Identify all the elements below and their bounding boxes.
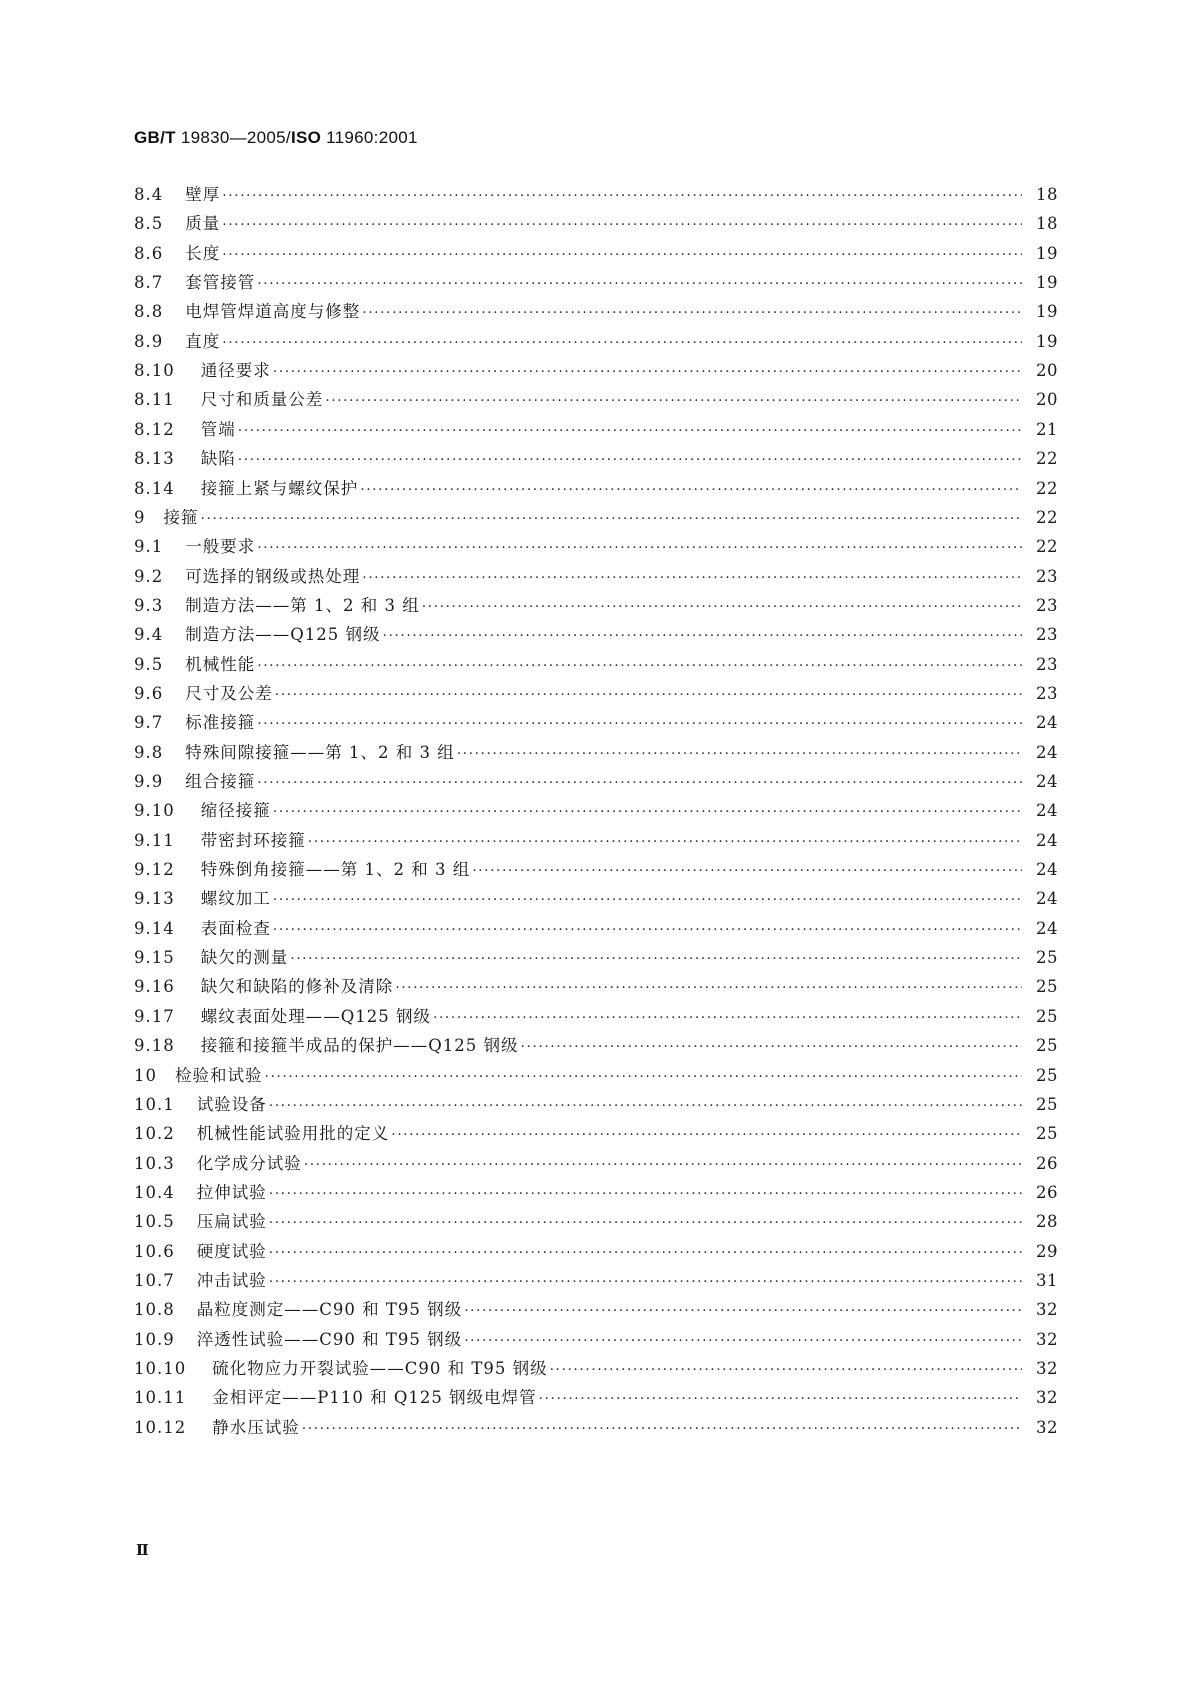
toc-dot-leader	[273, 798, 1022, 826]
toc-dot-leader	[269, 1268, 1022, 1296]
toc-dot-leader	[273, 886, 1022, 914]
toc-entry-page: 25	[1036, 1094, 1058, 1114]
toc-entry-title: 长度	[185, 243, 221, 263]
toc-entry-number: 10.3	[134, 1153, 175, 1173]
toc-entry-title: 硬度试验	[196, 1241, 267, 1261]
toc-entry-page: 31	[1036, 1270, 1058, 1290]
toc-entry-page: 18	[1036, 214, 1058, 234]
toc-entry[interactable]	[134, 621, 1058, 649]
toc-entry[interactable]	[134, 1003, 1058, 1031]
toc-entry[interactable]	[134, 504, 1058, 532]
toc-entry-number: 8.8	[134, 302, 164, 322]
toc-entry[interactable]	[134, 298, 1058, 326]
toc-dot-leader	[391, 1121, 1022, 1149]
toc-entry[interactable]	[134, 592, 1058, 620]
toc-entry[interactable]	[134, 445, 1058, 473]
toc-entry[interactable]	[134, 269, 1058, 297]
toc-entry-page: 24	[1036, 772, 1058, 791]
toc-dot-leader	[238, 446, 1022, 474]
toc-entry-page: 23	[1036, 683, 1058, 703]
toc-entry-title: 套管接管	[185, 273, 256, 293]
toc-entry-number: 9.9	[134, 772, 164, 791]
toc-dot-leader	[257, 769, 1022, 797]
toc-entry-page: 29	[1036, 1241, 1058, 1261]
toc-entry-page: 26	[1036, 1182, 1058, 1202]
toc-dot-leader	[265, 1063, 1023, 1091]
toc-dot-leader	[269, 1092, 1022, 1120]
toc-entry-title: 螺纹表面处理——Q125 钢级	[200, 1006, 432, 1026]
toc-dot-leader	[383, 622, 1022, 650]
toc-entry-number: 8.9	[134, 331, 164, 351]
toc-entry[interactable]	[134, 1062, 1058, 1090]
toc-entry[interactable]	[134, 1296, 1058, 1324]
toc-entry[interactable]	[134, 1326, 1058, 1354]
toc-entry-page: 25	[1036, 977, 1058, 997]
toc-entry-title: 管端	[200, 419, 236, 439]
toc-entry-number: 9.7	[134, 713, 164, 733]
toc-entry-page: 32	[1036, 1359, 1058, 1378]
toc-entry[interactable]	[134, 328, 1058, 356]
toc-entry-title: 特殊倒角接箍——第 1、2 和 3 组	[200, 860, 471, 880]
toc-dot-leader	[422, 593, 1022, 621]
toc-entry-number: 8.4	[134, 185, 164, 204]
toc-entry-title: 淬透性试验——C90 和 T95 钢级	[196, 1329, 463, 1349]
toc-entry-page: 24	[1036, 801, 1058, 821]
toc-entry[interactable]	[134, 533, 1058, 561]
toc-entry-number: 10.7	[134, 1270, 175, 1290]
toc-entry[interactable]	[134, 240, 1058, 268]
toc-entry-title: 冲击试验	[196, 1270, 267, 1290]
toc-entry-title: 一般要求	[185, 537, 256, 557]
toc-entry-page: 18	[1036, 185, 1058, 204]
toc-entry[interactable]	[134, 357, 1058, 385]
toc-entry-title: 缺欠的测量	[200, 948, 289, 968]
standard-number: 19830—2005/	[175, 128, 291, 147]
toc-entry-number: 10.11	[134, 1388, 187, 1408]
toc-entry-page: 19	[1036, 302, 1058, 322]
toc-entry-number: 10.1	[134, 1094, 175, 1114]
toc-dot-leader	[433, 1004, 1022, 1032]
toc-entry-title: 制造方法——第 1、2 和 3 组	[185, 595, 420, 615]
toc-entry-page: 19	[1036, 243, 1058, 263]
toc-dot-leader	[472, 857, 1022, 885]
toc-dot-leader	[302, 1415, 1022, 1443]
toc-entry-title: 压扁试验	[196, 1212, 267, 1232]
toc-entry-title: 金相评定——P110 和 Q125 钢级电焊管	[212, 1388, 537, 1408]
toc-entry-title: 拉伸试验	[196, 1182, 267, 1202]
toc-entry-title: 晶粒度测定——C90 和 T95 钢级	[196, 1300, 463, 1320]
toc-entry-number: 9.2	[134, 566, 164, 586]
toc-entry-number: 9.8	[134, 742, 164, 762]
toc-entry-number: 10.12	[134, 1417, 187, 1437]
toc-dot-leader	[464, 1327, 1022, 1355]
toc-entry-title: 带密封环接箍	[200, 830, 306, 850]
toc-entry-title: 壁厚	[185, 185, 221, 204]
toc-dot-leader	[222, 182, 1022, 210]
toc-entry[interactable]	[134, 915, 1058, 943]
toc-entry-number: 9.6	[134, 683, 164, 703]
toc-entry-title: 缩径接箍	[200, 801, 271, 821]
toc-entry-title: 机械性能试验用批的定义	[196, 1124, 390, 1144]
toc-entry-number: 8.14	[134, 478, 175, 498]
toc-entry-page: 24	[1036, 830, 1058, 850]
toc-dot-leader	[457, 740, 1022, 768]
toc-entry-number: 10.9	[134, 1329, 175, 1349]
toc-entry-title: 尺寸和质量公差	[200, 390, 324, 410]
toc-entry[interactable]	[134, 680, 1058, 708]
toc-entry-number: 9.13	[134, 889, 175, 909]
toc-entry[interactable]	[134, 885, 1058, 913]
toc-entry-number: 9.17	[134, 1006, 175, 1026]
toc-dot-leader	[275, 681, 1022, 709]
toc-entry-title: 制造方法——Q125 钢级	[185, 625, 381, 645]
toc-dot-leader	[269, 1180, 1022, 1208]
standard-prefix: GB/T	[134, 128, 176, 147]
toc-dot-leader	[360, 476, 1022, 504]
toc-entry[interactable]	[134, 1032, 1058, 1060]
toc-dot-leader	[395, 974, 1022, 1002]
standard-header	[134, 128, 418, 148]
toc-entry[interactable]	[134, 1150, 1058, 1178]
toc-entry-page: 20	[1036, 390, 1058, 410]
toc-entry[interactable]	[134, 827, 1058, 855]
toc-entry-page: 22	[1036, 507, 1058, 527]
toc-entry-number: 10	[134, 1065, 157, 1085]
toc-entry-number: 10.6	[134, 1241, 175, 1261]
toc-entry[interactable]	[134, 181, 1058, 209]
toc-entry-page: 25	[1036, 948, 1058, 968]
toc-entry-number: 9.1	[134, 537, 164, 557]
toc-entry-page: 32	[1036, 1329, 1058, 1349]
toc-entry-title: 缺欠和缺陷的修补及清除	[200, 977, 394, 997]
toc-entry-page: 24	[1036, 918, 1058, 938]
toc-dot-leader	[273, 916, 1022, 944]
toc-entry-number: 10.4	[134, 1182, 175, 1202]
toc-entry-title: 机械性能	[185, 654, 256, 674]
toc-dot-leader	[304, 1151, 1022, 1179]
toc-entry[interactable]	[134, 210, 1058, 238]
toc-entry-title: 化学成分试验	[196, 1153, 302, 1173]
toc-entry-title: 尺寸及公差	[185, 683, 273, 703]
toc-dot-leader	[257, 652, 1022, 680]
toc-entry-number: 9.3	[134, 595, 164, 615]
toc-entry-title: 缺陷	[200, 449, 236, 469]
toc-entry-title: 通径要求	[200, 361, 271, 381]
toc-entry-page: 23	[1036, 654, 1058, 674]
toc-entry-title: 直度	[185, 331, 221, 351]
toc-entry[interactable]	[134, 739, 1058, 767]
toc-entry-page: 20	[1036, 361, 1058, 381]
toc-entry[interactable]	[134, 1267, 1058, 1295]
toc-entry-title: 特殊间隙接箍——第 1、2 和 3 组	[185, 742, 455, 762]
toc-dot-leader	[362, 299, 1022, 327]
toc-entry-page: 22	[1036, 478, 1058, 498]
toc-entry-page: 19	[1036, 273, 1058, 293]
toc-entry-page: 26	[1036, 1153, 1058, 1173]
toc-entry-title: 质量	[185, 214, 221, 234]
toc-dot-leader	[238, 417, 1022, 445]
toc-entry-page: 25	[1036, 1006, 1058, 1026]
toc-entry[interactable]	[134, 1120, 1058, 1148]
toc-dot-leader	[222, 211, 1022, 239]
toc-entry-number: 8.11	[134, 390, 175, 410]
toc-entry-number: 9.4	[134, 625, 164, 645]
toc-entry-page: 32	[1036, 1300, 1058, 1320]
toc-entry-number: 10.10	[134, 1359, 187, 1378]
toc-entry-number: 9	[134, 507, 146, 527]
toc-dot-leader	[273, 358, 1022, 386]
toc-entry[interactable]	[134, 856, 1058, 884]
toc-entry-title: 螺纹加工	[200, 889, 271, 909]
toc-entry-number: 9.16	[134, 977, 175, 997]
toc-entry[interactable]	[134, 1355, 1058, 1383]
toc-entry-title: 检验和试验	[175, 1065, 263, 1085]
iso-prefix: ISO	[290, 128, 322, 147]
toc-entry-page: 23	[1036, 625, 1058, 645]
toc-entry[interactable]	[134, 709, 1058, 737]
toc-entry-title: 接箍上紧与螺纹保护	[200, 478, 359, 498]
toc-dot-leader	[222, 329, 1022, 357]
toc-entry[interactable]	[134, 1179, 1058, 1207]
toc-entry-page: 21	[1036, 419, 1058, 439]
toc-entry[interactable]	[134, 768, 1058, 796]
toc-entry-page: 25	[1036, 1124, 1058, 1144]
toc-dot-leader	[269, 1209, 1022, 1237]
toc-entry-page: 28	[1036, 1212, 1058, 1232]
toc-entry-title: 接箍	[163, 507, 199, 527]
toc-entry-number: 9.10	[134, 801, 175, 821]
toc-dot-leader	[325, 387, 1022, 415]
toc-entry-title: 静水压试验	[212, 1417, 300, 1437]
toc-entry[interactable]	[134, 386, 1058, 414]
toc-entry-page: 24	[1036, 889, 1058, 909]
iso-number: 11960:2001	[321, 128, 418, 147]
toc-entry-number: 10.2	[134, 1124, 175, 1144]
toc-dot-leader	[290, 945, 1022, 973]
toc-entry-page: 23	[1036, 595, 1058, 615]
toc-entry[interactable]	[134, 1238, 1058, 1266]
toc-dot-leader	[201, 505, 1023, 533]
page-number: Ⅱ	[136, 1541, 149, 1559]
toc-entry[interactable]	[134, 563, 1058, 591]
toc-entry-page: 22	[1036, 449, 1058, 469]
toc-entry-number: 8.7	[134, 273, 164, 293]
toc-entry-title: 接箍和接箍半成品的保护——Q125 钢级	[200, 1036, 519, 1056]
toc-entry[interactable]	[134, 797, 1058, 825]
toc-entry-title: 表面检查	[200, 918, 271, 938]
toc-entry[interactable]	[134, 651, 1058, 679]
toc-entry-page: 32	[1036, 1388, 1058, 1408]
toc-entry[interactable]	[134, 973, 1058, 1001]
toc-entry-title: 标准接箍	[185, 713, 256, 733]
toc-entry-title: 可选择的钢级或热处理	[185, 566, 361, 586]
toc-dot-leader	[308, 828, 1022, 856]
toc-entry-page: 24	[1036, 860, 1058, 880]
toc-entry-number: 9.14	[134, 918, 175, 938]
toc-dot-leader	[550, 1356, 1022, 1384]
toc-dot-leader	[521, 1033, 1022, 1061]
toc-entry-page: 25	[1036, 1036, 1058, 1056]
toc-dot-leader	[257, 534, 1022, 562]
toc-dot-leader	[464, 1297, 1022, 1325]
toc-entry-number: 9.12	[134, 860, 175, 880]
toc-entry-page: 19	[1036, 331, 1058, 351]
toc-entry[interactable]	[134, 1414, 1058, 1442]
toc-dot-leader	[269, 1239, 1022, 1267]
toc-entry-page: 24	[1036, 713, 1058, 733]
toc-entry-number: 9.5	[134, 654, 164, 674]
toc-entry-title: 组合接箍	[185, 772, 256, 791]
toc-entry-title: 试验设备	[196, 1094, 267, 1114]
toc-dot-leader	[257, 270, 1022, 298]
toc-entry[interactable]	[134, 1208, 1058, 1236]
toc-entry[interactable]	[134, 1384, 1058, 1412]
toc-entry-title: 硫化物应力开裂试验——C90 和 T95 钢级	[212, 1359, 548, 1378]
toc-entry-number: 9.15	[134, 948, 175, 968]
toc-entry-title: 电焊管焊道高度与修整	[185, 302, 361, 322]
toc-entry-number: 10.5	[134, 1212, 175, 1232]
toc-entry-page: 23	[1036, 566, 1058, 586]
toc-entry[interactable]	[134, 475, 1058, 503]
toc-entry-number: 8.12	[134, 419, 175, 439]
toc-entry-number: 8.5	[134, 214, 164, 234]
toc-entry-number: 8.10	[134, 361, 175, 381]
toc-entry[interactable]	[134, 1091, 1058, 1119]
toc-dot-leader	[539, 1385, 1022, 1413]
toc-entry-page: 24	[1036, 742, 1058, 762]
toc-dot-leader	[222, 241, 1022, 269]
toc-entry-number: 8.6	[134, 243, 164, 263]
toc-entry-number: 9.11	[134, 830, 175, 850]
toc-entry[interactable]	[134, 944, 1058, 972]
toc-entry-page: 32	[1036, 1417, 1058, 1437]
toc-entry-number: 9.18	[134, 1036, 175, 1056]
toc-entry-page: 22	[1036, 537, 1058, 557]
toc-entry[interactable]	[134, 416, 1058, 444]
toc-dot-leader	[257, 710, 1022, 738]
toc-entry-number: 8.13	[134, 449, 175, 469]
toc-entry-page: 25	[1036, 1065, 1058, 1085]
toc-dot-leader	[362, 564, 1022, 592]
toc-entry-number: 10.8	[134, 1300, 175, 1320]
